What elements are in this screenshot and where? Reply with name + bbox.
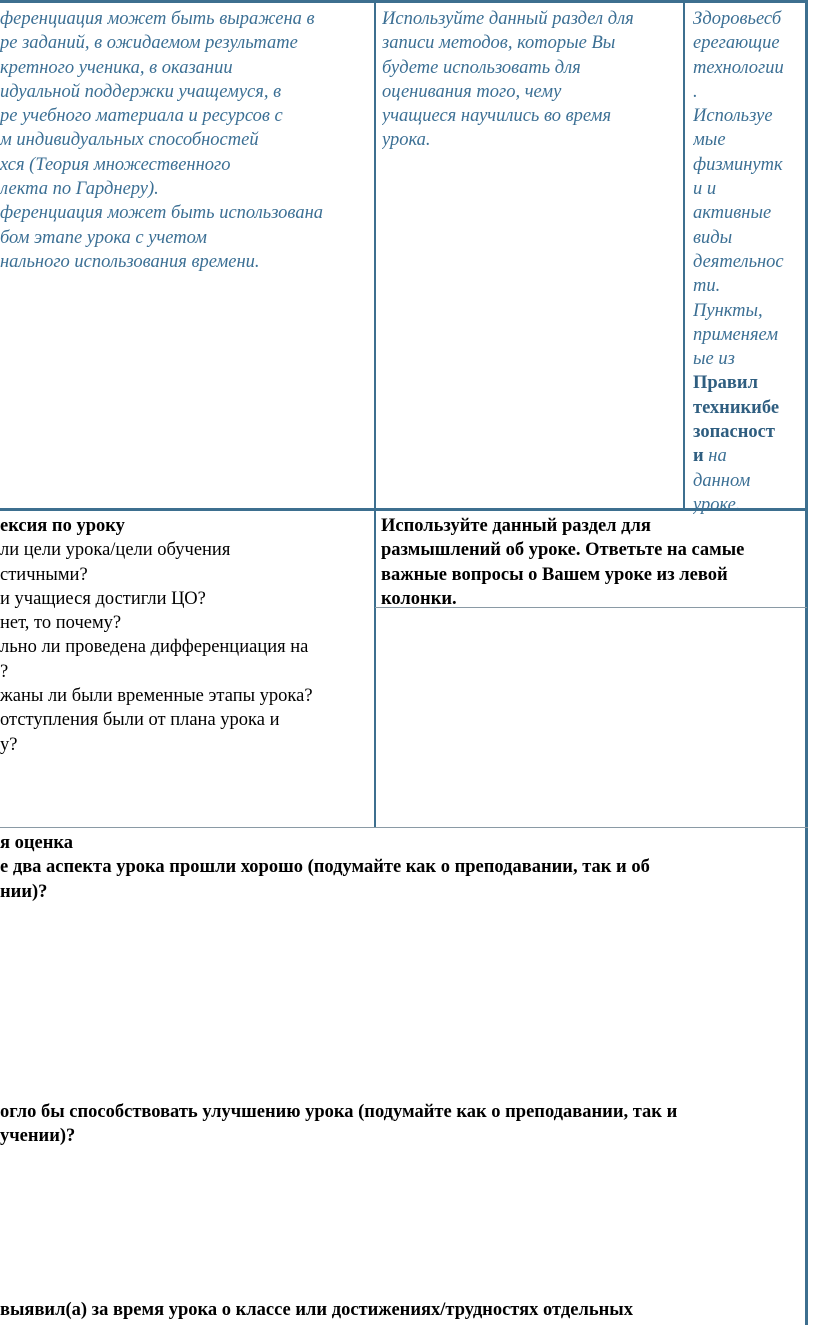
text-line: нального использования времени. [0, 251, 260, 272]
text-line: ференциация может быть выражена в [0, 9, 315, 29]
row-divider-1 [0, 508, 808, 511]
text-line: ые из [693, 349, 735, 370]
table-right-border [805, 0, 808, 1325]
text-line: применяем [693, 324, 779, 345]
text-line: оценивания того, чему [382, 81, 562, 102]
table-top-border [0, 0, 808, 3]
safety-rules-line: зопасност [693, 422, 775, 443]
question-line: нии)? [0, 881, 48, 902]
text-line: Используйте данный раздел для [382, 9, 634, 29]
text-line: ре заданий, в ожидаемом результате [0, 33, 298, 54]
question-line: огло бы способствовать улучшению урока (подумайте как о преподавании, так и [0, 1102, 678, 1122]
text-line: Пункты, [693, 300, 763, 321]
text-line [693, 444, 803, 468]
text-line: деятельнос [693, 251, 784, 272]
improvement-question [0, 1100, 803, 1149]
question-line: отступления были от плана урока и [0, 710, 280, 731]
text-line: бом этапе урока с учетом [0, 227, 207, 248]
assessment-section [0, 831, 803, 904]
instruction-line: Используйте данный раздел для [381, 516, 651, 536]
text-line: Используе [693, 106, 773, 127]
text-line: мые [693, 130, 726, 151]
reflection-questions [0, 514, 370, 757]
text-line: виды [693, 227, 733, 248]
question-line: ли цели урока/цели обучения [0, 540, 231, 561]
question-line: и учащиеся достигли ЦО? [0, 588, 206, 609]
instruction-line: размышлений об уроке. Ответьте на самые [381, 540, 745, 561]
question-line: выявил(а) за время урока о классе или достижениях/трудностях отдельных [0, 1300, 633, 1320]
text-line: ти. [693, 276, 721, 297]
question-line: учении)? [0, 1126, 76, 1147]
assessment-answer-area-2[interactable] [0, 1150, 803, 1295]
text-line: кретного ученика, в оказании [0, 57, 233, 78]
safety-rules-line: техникибе [693, 397, 780, 418]
text-line: . [693, 81, 698, 102]
assessment-methods-text [382, 7, 680, 153]
assessment-answer-area-1[interactable] [0, 905, 803, 1095]
text-line: уроке. [693, 494, 741, 515]
text-fragment: на [703, 446, 727, 467]
safety-rules-line: Правил [693, 373, 758, 394]
text-line: м индивидуальных способностей [0, 130, 259, 151]
text-line: и и [693, 179, 717, 200]
text-line: ре учебного материала и ресурсов с [0, 106, 283, 127]
text-line: Здоровьесб [693, 9, 782, 29]
text-line: хся (Теория множественного [0, 154, 231, 175]
text-line: физминутк [693, 154, 783, 175]
differentiation-text [0, 7, 370, 274]
text-line: данном [693, 470, 751, 491]
text-line: идуальной поддержки учащемуся, в [0, 81, 282, 102]
col-divider-1-top [374, 0, 376, 510]
question-line: жаны ли были временные этапы урока? [0, 686, 313, 707]
text-line: технологии [693, 57, 784, 78]
text-line: ерегающие [693, 33, 780, 54]
instruction-line: колонки. [381, 588, 457, 609]
health-safety-text [693, 7, 803, 517]
safety-rules-end: и [693, 446, 704, 467]
text-line: лекта по Гарднеру). [0, 179, 159, 200]
text-line: ференциация может быть использована [0, 203, 324, 224]
question-line: ? [0, 661, 9, 682]
question-line: у? [0, 734, 18, 755]
col-divider-2-top [683, 0, 685, 510]
instruction-line: важные вопросы о Вашем уроке из левой [381, 564, 728, 585]
question-line: е два аспекта урока прошли хорошо (подумайте как о преподавании, так и об [0, 857, 650, 878]
class-observation-question [0, 1298, 803, 1322]
reflection-answer-area[interactable] [376, 609, 805, 826]
reflection-title: ексия по уроку [0, 516, 125, 536]
text-line: учащиеся научились во время [382, 106, 612, 127]
row-divider-2 [0, 827, 808, 828]
text-line: активные [693, 203, 772, 224]
question-line: льно ли проведена дифференциация на [0, 637, 309, 658]
text-line: будете использовать для [382, 57, 581, 78]
question-line: стичными? [0, 564, 88, 585]
text-line: урока. [382, 130, 431, 151]
text-line: записи методов, которые Вы [382, 33, 616, 54]
question-line: нет, то почему? [0, 613, 122, 634]
reflection-instruction [381, 514, 803, 611]
assessment-title: я оценка [0, 833, 74, 853]
